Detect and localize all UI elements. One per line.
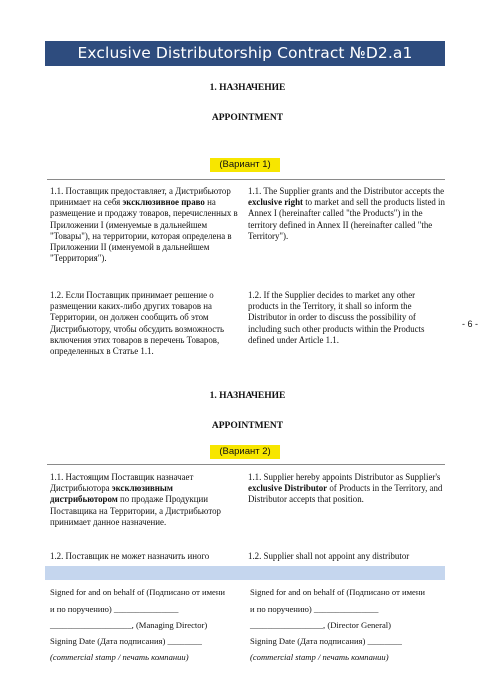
page-number: - 6 -	[462, 319, 479, 329]
signature-left-stamp: (commercial stamp / печать компании)	[50, 652, 189, 662]
section-heading-en: APPOINTMENT	[211, 113, 284, 123]
signature-right-line3: _________________, (Director General)	[250, 620, 392, 630]
document-title-banner: Exclusive Distributorship Contract №D2.a1	[45, 41, 445, 66]
section-heading-ru: 1. НАЗНАЧЕНИЕ	[209, 83, 286, 93]
signature-band	[45, 566, 445, 580]
signature-left-line3: ___________________, (Managing Director)	[50, 620, 208, 630]
divider	[47, 464, 445, 465]
clause-1-2-ru: 1.2. Если Поставщик принимает решение о размещении каких-либо других товаров на Территории, он должен сообщить об этом Дистрибьютору, чтобы обсудить возможность включения этих товаров в перечень Товаров, определенных в Статье 1.1.	[50, 290, 225, 357]
signature-right-line1: Signed for and on behalf of (Подписано от имени	[250, 587, 426, 597]
clause-1-1-ru: 1.1. Настоящим Поставщик назначает Дистрибьютора эксклюзивным дистрибьютором по продаже Продукции Поставщика на Территории, а Дистрибьютор принимает данное назначение.	[50, 472, 221, 527]
signature-left-line1: Signed for and on behalf of (Подписано от имени	[50, 587, 226, 597]
signature-right-stamp: (commercial stamp / печать компании)	[250, 652, 389, 662]
variant-label: (Вариант 2)	[210, 445, 280, 459]
clause-1-1-en: 1.1. The Supplier grants and the Distributor accepts the exclusive right to market and sell the products listed in Annex I (hereinafter called "the Products") in the territory defined in Annex II (hereinafter called "the Territory").	[248, 186, 445, 241]
divider	[47, 179, 445, 180]
clause-1-1-en: 1.1. Supplier hereby appoints Distributor as Supplier's exclusive Distributor of Products in the Territory, and Distributor accepts that position.	[248, 472, 443, 505]
signature-right-date: Signing Date (Дата подписания) ________	[250, 636, 402, 646]
variant-label: (Вариант 1)	[210, 158, 280, 172]
signature-left-line2: и по поручению) _______________	[50, 604, 179, 614]
signature-right-line2: и по поручению) _______________	[250, 604, 379, 614]
signature-left-date: Signing Date (Дата подписания) ________	[50, 636, 202, 646]
clause-1-2-en: 1.2. If the Supplier decides to market any other products in the Territory, it shall so inform the Distributor in order to discuss the possibility of including such other products within the Products defined under Article 1.1.	[248, 290, 425, 345]
clause-1-1-ru: 1.1. Поставщик предоставляет, а Дистрибьютор принимает на себя эксклюзивное право на размещение и продажу товаров, перечисленных в Приложении I (именуемые в дальнейшем "Товары"), на территории, которая определена в Приложении II (именуемой в дальнейшем "Территория").	[50, 186, 238, 264]
clause-1-2-ru: 1.2. Поставщик не может назначить иного	[50, 551, 210, 561]
section-heading-ru: 1. НАЗНАЧЕНИЕ	[209, 391, 286, 401]
clause-1-2-en: 1.2. Supplier shall not appoint any distributor	[248, 551, 410, 561]
section-heading-en: APPOINTMENT	[211, 421, 284, 431]
